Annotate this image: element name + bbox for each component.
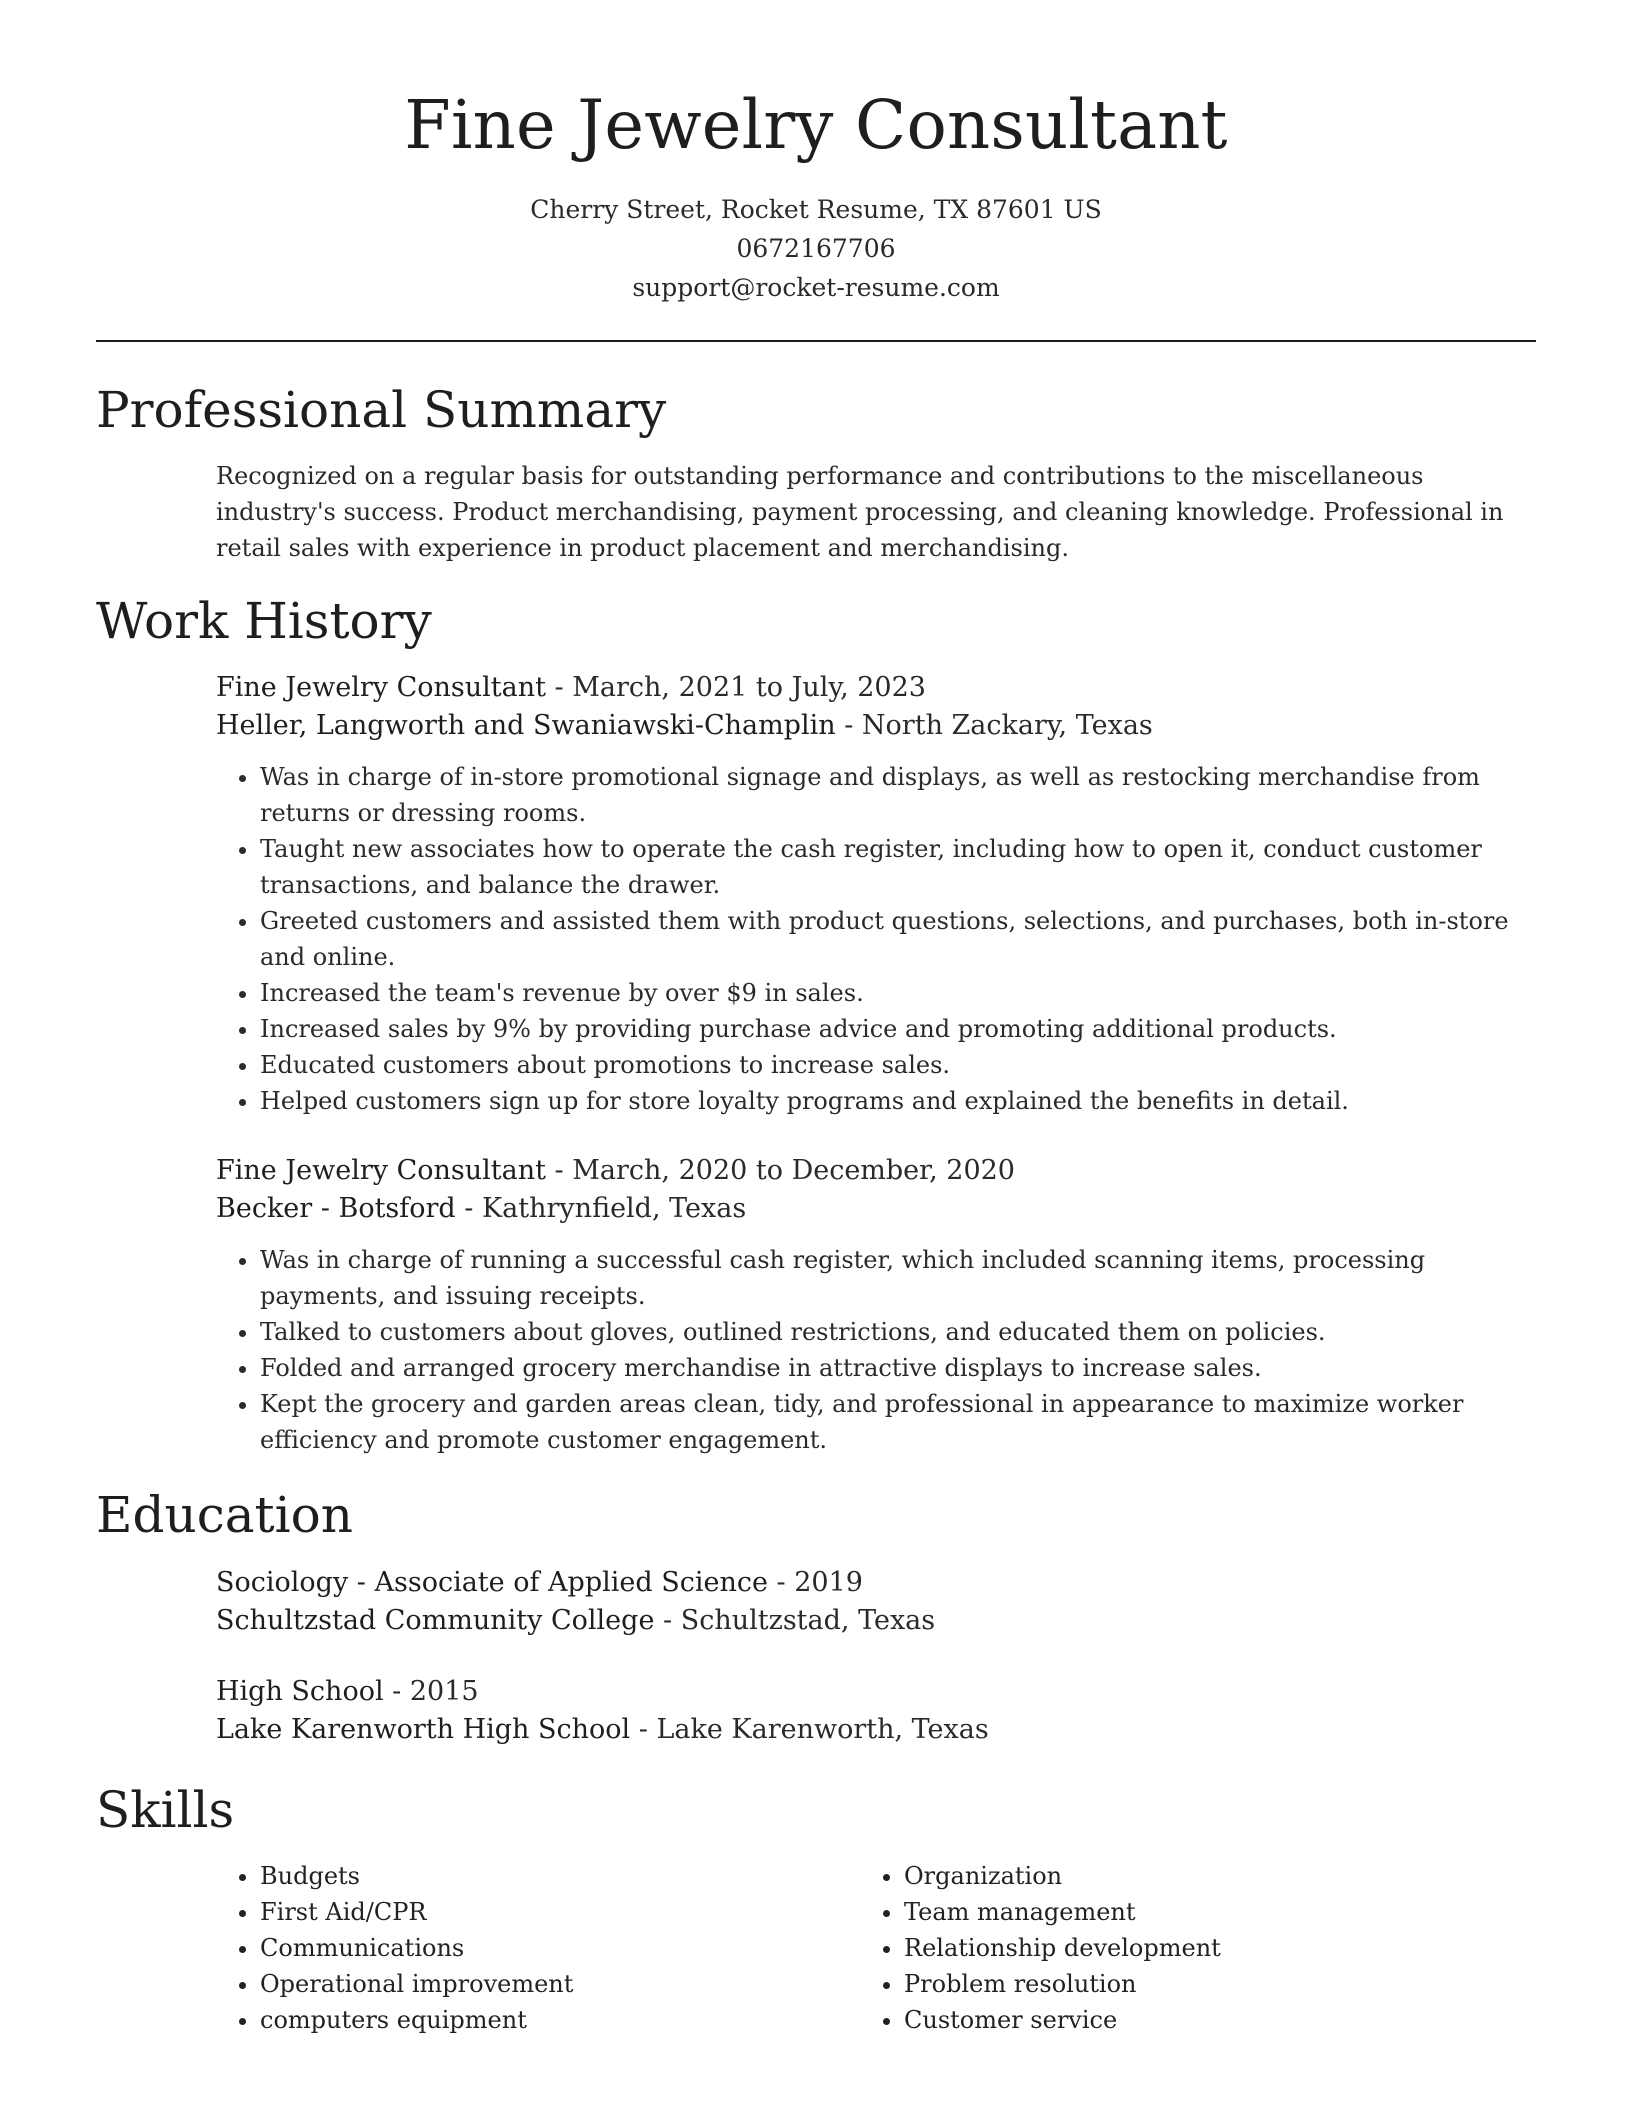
job-location: - North Zackary, Texas xyxy=(835,710,1153,741)
education-year: - 2015 xyxy=(383,1676,479,1707)
contact-email: support@rocket-resume.com xyxy=(632,273,1000,302)
job-bullet: • Increased sales by 9% by providing purchase advice and promoting additional products. xyxy=(260,1011,1526,1047)
education-degree: Sociology - Associate of Applied Science xyxy=(216,1567,768,1598)
skill-item: • Operational improvement xyxy=(260,1966,816,2002)
header-divider xyxy=(96,340,1536,342)
job-bullet: • Educated customers about promotions to increase sales. xyxy=(260,1047,1526,1083)
job-bullets xyxy=(216,759,1526,1119)
job-company: Becker - Botsford xyxy=(216,1193,456,1224)
job-bullet: • Kept the grocery and garden areas clean, tidy, and professional in appearance to maximize worker efficiency and promote customer engagement. xyxy=(260,1386,1526,1458)
skills-column-right xyxy=(860,1858,1460,2038)
education-degree: High School xyxy=(216,1676,384,1707)
skill-item: • computers equipment xyxy=(260,2002,816,2038)
skill-item: • Communications xyxy=(260,1930,816,1966)
job-bullet: • Folded and arranged grocery merchandise in attractive displays to increase sales. xyxy=(260,1350,1526,1386)
job-role: Fine Jewelry Consultant xyxy=(216,1155,546,1186)
job-bullet: • Increased the team's revenue by over $9 in sales. xyxy=(260,975,1526,1011)
job-role: Fine Jewelry Consultant xyxy=(216,672,546,703)
skills-column-left xyxy=(216,1858,816,2038)
job-bullet: • Helped customers sign up for store loyalty programs and explained the benefits in detail. xyxy=(260,1083,1526,1119)
job-bullet: • Was in charge of running a successful cash register, which included scanning items, processing payments, and issuing receipts. xyxy=(260,1242,1526,1314)
job-company: Heller, Langworth and Swaniawski-Champlin xyxy=(216,710,836,741)
education-school: Lake Karenworth High School xyxy=(216,1714,631,1745)
skill-item: • Budgets xyxy=(260,1858,816,1894)
skill-item: • First Aid/CPR xyxy=(260,1894,816,1930)
job-title-line xyxy=(216,669,1526,707)
work-history-heading: Work History xyxy=(96,592,432,650)
job-bullet: • Talked to customers about gloves, outlined restrictions, and educated them on policies. xyxy=(260,1314,1526,1350)
skills-list xyxy=(216,1858,816,2038)
education-entry xyxy=(216,1673,1526,1749)
skill-item: • Team management xyxy=(904,1894,1460,1930)
candidate-name: Fine Jewelry Consultant xyxy=(404,86,1228,164)
education-location: - Lake Karenworth, Texas xyxy=(630,1714,989,1745)
job-bullets xyxy=(216,1242,1526,1458)
education-degree-line xyxy=(216,1564,1526,1602)
contact-address: Cherry Street, Rocket Resume, TX 87601 US xyxy=(530,195,1102,224)
job-dates: - March, 2021 to July, 2023 xyxy=(545,672,926,703)
resume-header xyxy=(96,80,1536,307)
education-year: - 2019 xyxy=(767,1567,863,1598)
job-entry xyxy=(216,669,1526,1119)
summary-heading: Professional Summary xyxy=(96,381,667,439)
job-bullet: • Taught new associates how to operate the cash register, including how to open it, conduct customer transactions, and balance the drawer. xyxy=(260,831,1526,903)
education-heading: Education xyxy=(96,1486,353,1544)
skill-item: • Customer service xyxy=(904,2002,1460,2038)
education-school: Schultzstad Community College xyxy=(216,1605,655,1636)
skill-item: • Relationship development xyxy=(904,1930,1460,1966)
skills-heading: Skills xyxy=(96,1781,235,1839)
education-location: - Schultzstad, Texas xyxy=(654,1605,936,1636)
job-dates: - March, 2020 to December, 2020 xyxy=(545,1155,1015,1186)
education-entry xyxy=(216,1564,1526,1640)
job-location: - Kathrynfield, Texas xyxy=(455,1193,747,1224)
job-bullet: • Greeted customers and assisted them with product questions, selections, and purchases, both in-store and online. xyxy=(260,903,1526,975)
skill-item: • Problem resolution xyxy=(904,1966,1460,2002)
job-company-line xyxy=(216,707,1526,745)
education-school-line xyxy=(216,1711,1526,1749)
summary-text: Recognized on a regular basis for outstanding performance and contributions to the miscellaneous industry's success. Product merchandising, payment processing, and cleaning knowledge. Professional in retail sales with experience in product placement and merchandising. xyxy=(216,462,1504,562)
education-degree-line xyxy=(216,1673,1526,1711)
job-company-line xyxy=(216,1190,1526,1228)
skill-item: • Organization xyxy=(904,1858,1460,1894)
education-school-line xyxy=(216,1602,1526,1640)
job-bullet: • Was in charge of in-store promotional signage and displays, as well as restocking merchandise from returns or dressing rooms. xyxy=(260,759,1526,831)
job-entry xyxy=(216,1152,1526,1458)
job-title-line xyxy=(216,1152,1526,1190)
skills-list xyxy=(860,1858,1460,2038)
contact-phone: 0672167706 xyxy=(736,234,896,263)
